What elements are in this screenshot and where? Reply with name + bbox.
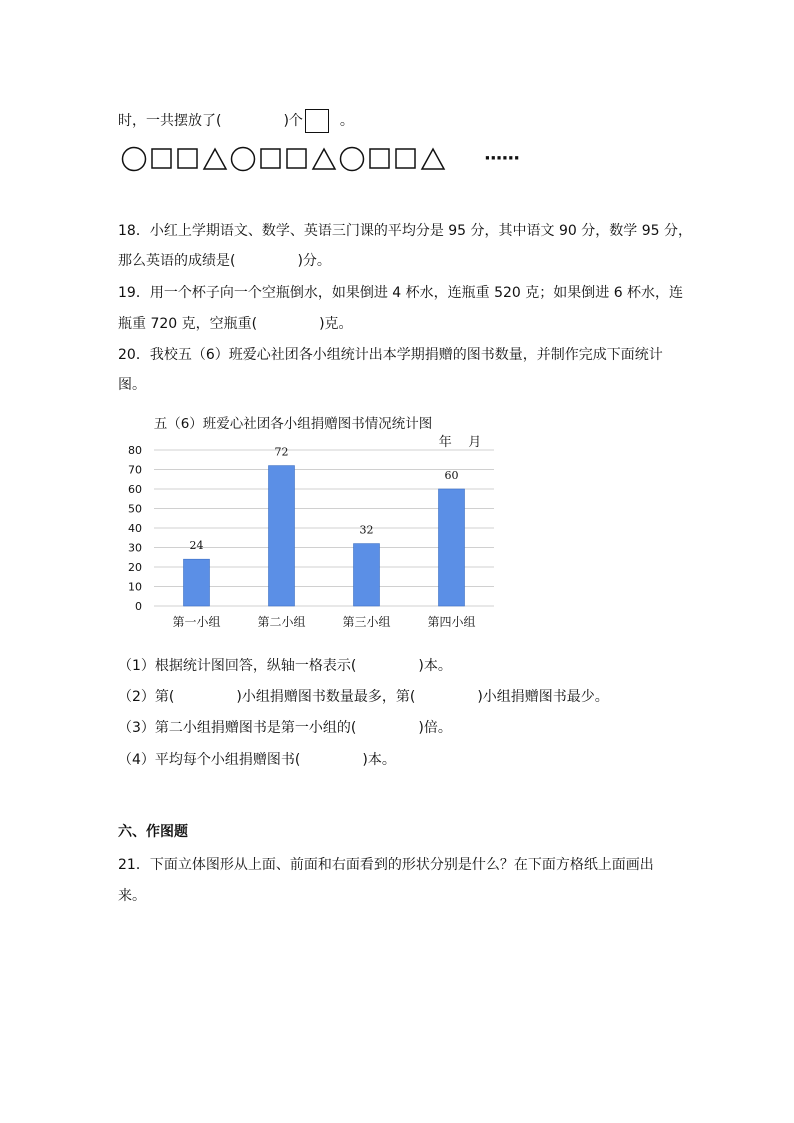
x-tick-label: 第四小组	[427, 615, 476, 629]
q18-line2	[118, 250, 331, 270]
q20-sub2	[118, 686, 609, 706]
chart-x-axis	[172, 615, 475, 629]
q21-line2: 来。	[118, 888, 146, 904]
chart-subtitle: 年 月	[438, 435, 482, 450]
data-label: 24	[189, 539, 204, 553]
y-tick-label: 40	[128, 522, 142, 535]
bar	[184, 559, 210, 606]
q20-sub4	[118, 749, 396, 769]
q19-text-after: )克。	[319, 316, 353, 332]
square-shape-icon	[261, 149, 280, 168]
q20-sub3	[118, 717, 452, 737]
chart-y-axis	[128, 444, 142, 613]
square-shape-icon	[305, 109, 329, 133]
bar	[269, 466, 295, 606]
triangle-shape-icon	[313, 149, 335, 169]
q17-text-after: )个	[283, 113, 303, 129]
y-tick-label: 0	[135, 600, 142, 613]
square-shape-icon	[178, 149, 197, 168]
q19-line2	[118, 313, 353, 333]
bar	[354, 544, 380, 606]
y-tick-label: 20	[128, 561, 142, 574]
q20-sub2-a: （2）第(	[118, 689, 175, 705]
y-tick-label: 50	[128, 502, 142, 516]
q18-line1: 18．小红上学期语文、数学、英语三门课的平均分是 95 分，其中语文 90 分，数学 95 分，	[118, 223, 692, 239]
data-label: 32	[359, 523, 374, 537]
x-tick-label: 第三小组	[342, 615, 391, 629]
q20-sub1	[118, 655, 452, 675]
bar-chart	[116, 408, 516, 638]
q20-line1: 20．我校五（6）班爱心社团各小组统计出本学期捐赠的图书数量，并制作完成下面统计	[118, 347, 663, 363]
q19-line1: 19．用一个杯子向一个空瓶倒水，如果倒进 4 杯水，连瓶重 520 克；如果倒进 6 杯水，连	[118, 285, 684, 301]
chart-bars	[184, 466, 465, 606]
square-shape-icon	[287, 149, 306, 168]
bar	[439, 489, 465, 606]
triangle-shape-icon	[422, 149, 444, 169]
q19-text-before: 瓶重 720 克，空瓶重(	[118, 316, 258, 332]
q20-sub4-after: )本。	[362, 752, 396, 768]
y-tick-label: 70	[128, 463, 142, 477]
data-label: 72	[274, 445, 289, 459]
q20-sub3-after: )倍。	[418, 720, 452, 736]
q20-sub1-after: )本。	[418, 658, 452, 674]
q18-text-after: )分。	[297, 253, 331, 269]
square-shape-icon	[370, 149, 389, 168]
q20-sub2-c: )小组捐赠图书最少。	[477, 689, 609, 705]
chart-data-labels	[190, 446, 459, 553]
square-shape-icon	[152, 149, 171, 168]
circle-shape-icon	[232, 148, 255, 171]
y-tick-label: 60	[128, 483, 142, 496]
triangle-shape-icon	[204, 149, 226, 169]
chart-title: 五（6）班爱心社团各小组捐赠图书情况统计图	[153, 416, 433, 432]
y-tick-label: 80	[128, 444, 142, 457]
q18-text-before: 那么英语的成绩是(	[118, 253, 236, 269]
continuation-dots: ······	[484, 148, 520, 169]
shape-sequence	[120, 146, 540, 174]
q20-sub4-before: （4）平均每个小组捐赠图书(	[118, 752, 301, 768]
q17-text-before: 时，一共摆放了(	[118, 113, 222, 129]
square-shape-icon	[396, 149, 415, 168]
q21-line1: 21．下面立体图形从上面、前面和右面看到的形状分别是什么？在下面方格纸上面画出	[118, 857, 654, 873]
data-label: 60	[444, 469, 459, 482]
q20-line2: 图。	[118, 377, 146, 393]
q20-sub1-before: （1）根据统计图回答，纵轴一格表示(	[118, 658, 357, 674]
y-tick-label: 10	[128, 580, 142, 594]
y-tick-label: 30	[128, 541, 142, 555]
circle-shape-icon	[123, 148, 146, 171]
section-heading: 六、作图题	[118, 824, 188, 840]
x-tick-label: 第二小组	[257, 615, 306, 629]
q17-period: 。	[339, 113, 354, 129]
q20-sub2-b: )小组捐赠图书数量最多，第(	[236, 689, 416, 705]
q17-tail-line	[118, 109, 354, 133]
circle-shape-icon	[341, 148, 364, 171]
x-tick-label: 第一小组	[172, 615, 221, 629]
q20-sub3-before: （3）第二小组捐赠图书是第一小组的(	[118, 720, 357, 736]
